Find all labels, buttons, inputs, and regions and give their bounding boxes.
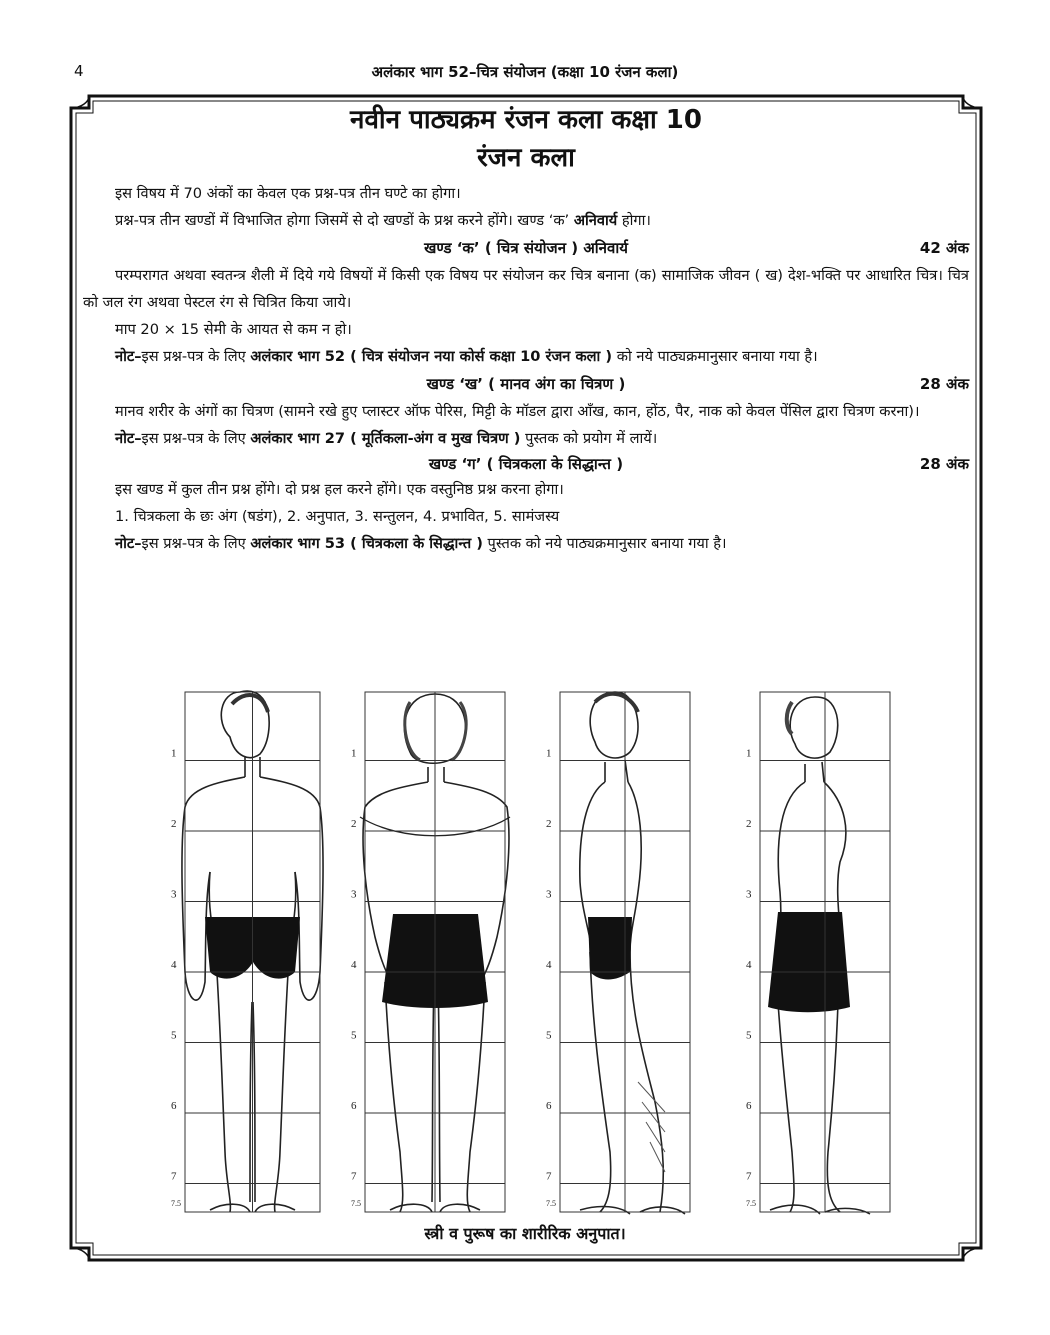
- note-end: पुस्तक को प्रयोग में लायें।: [525, 430, 658, 447]
- page-title: नवीन पाठ्यक्रम रंजन कला कक्षा 10: [350, 105, 702, 135]
- section-a-title: खण्ड ‘क’ ( चित्र संयोजन ) अनिवार्य: [424, 239, 628, 257]
- section-b-marks: 28 अंक: [919, 375, 969, 393]
- section-b-body: मानव शरीर के अंगों का चित्रण (सामने रखे हुए प्लास्टर ऑफ पेरिस, मिट्टी के मॉडल द्वारा आँख, कान, होंठ, पैर, नाक को केवल पेंसिल द्वारा चित्रण करना)।: [115, 403, 920, 420]
- note-book: अलंकार भाग 53 ( चित्रकला के सिद्धान्त ): [250, 535, 483, 552]
- main-content: [83, 100, 969, 557]
- section-a-body: परम्परागत अथवा स्वतन्त्र शैली में दिये गये विषयों में किसी एक विषय पर संयोजन कर चित्र बनाना (क) सामाजिक जीवन ( ख) देश-भक्ति पर आधारित चित्र। चित्र को जल रंग अथवा पेस्टल रंग से चित्रित किया जाये।: [83, 267, 969, 311]
- grid-label: 2: [546, 818, 552, 830]
- grid-label: 4: [746, 959, 752, 971]
- grid-label: 7.5: [546, 1199, 556, 1208]
- section-c-title: खण्ड ‘ग’ ( चित्रकला के सिद्धान्त ): [428, 455, 624, 473]
- note-text: इस प्रश्न-पत्र के लिए: [141, 535, 246, 552]
- section-b-title: खण्ड ‘ख’ ( मानव अंग का चित्रण ): [426, 375, 626, 393]
- page-subtitle: रंजन कला: [477, 143, 575, 173]
- section-c-note: [83, 530, 969, 557]
- grid-label: 6: [171, 1100, 177, 1112]
- section-c-body: इस खण्ड में कुल तीन प्रश्न होंगे। दो प्रश्न हल करने होंगे। एक वस्तुनिष्ठ प्रश्न करना होगा।: [115, 481, 564, 498]
- note-text: इस प्रश्न-पत्र के लिए: [141, 348, 246, 365]
- note-book: अलंकार भाग 52 ( चित्र संयोजन नया कोर्स कक्षा 10 रंजन कला ): [250, 348, 613, 365]
- page-header: [0, 62, 1050, 86]
- grid-label: 7: [351, 1170, 357, 1183]
- body-proportion-figure: [160, 682, 980, 1222]
- intro-text: प्रश्न-पत्र तीन खण्डों में विभाजित होगा जिसमें से दो खण्डों के प्रश्न करने होंगे। खण्ड ‘क’: [115, 212, 570, 229]
- running-title: अलंकार भाग 52–चित्र संयोजन (कक्षा 10 रंजन कला): [371, 63, 679, 81]
- note-end: पुस्तक को नये पाठ्यक्रमानुसार बनाया गया है।: [487, 535, 727, 552]
- grid-label: 3: [171, 888, 177, 901]
- grid-label: 6: [351, 1100, 357, 1112]
- grid-label: 1: [171, 747, 177, 760]
- grid-label: 7: [546, 1170, 552, 1183]
- female-side-skirt: [768, 912, 850, 1012]
- grid-label: 5: [171, 1029, 177, 1042]
- note-label: नोट–: [115, 348, 142, 365]
- section-a-size: माप 20 × 15 सेमी के आयत से कम न हो।: [115, 321, 352, 338]
- grid-label: 1: [546, 747, 552, 760]
- grid-label: 1: [351, 747, 357, 760]
- intro-paragraph-1: इस विषय में 70 अंकों का केवल एक प्रश्न-पत्र तीन घण्टे का होगा।: [115, 185, 461, 202]
- section-a-note: [83, 343, 969, 370]
- grid-label: 7: [746, 1170, 752, 1183]
- grid-label: 4: [171, 959, 177, 971]
- intro-paragraph-2: [83, 207, 969, 234]
- grid-label: 7.5: [351, 1199, 361, 1208]
- section-b-note: [83, 425, 969, 452]
- grid-label: 5: [546, 1029, 552, 1042]
- figure-caption: स्त्री व पुरूष का शारीरिक अनुपात।: [424, 1224, 626, 1243]
- grid-label: 7.5: [171, 1199, 181, 1208]
- section-c-marks: 28 अंक: [919, 455, 969, 473]
- section-a-marks: 42 अंक: [919, 239, 969, 257]
- note-end: को नये पाठ्यक्रमानुसार बनाया गया है।: [616, 348, 818, 365]
- grid-label: 1: [746, 747, 752, 760]
- section-c-heading: [83, 452, 969, 476]
- grid-label: 5: [351, 1029, 357, 1042]
- grid-label: 7.5: [746, 1199, 756, 1208]
- grid-label: 3: [351, 888, 357, 901]
- grid-label: 4: [546, 959, 552, 971]
- page-number: 4: [74, 62, 84, 80]
- grid-label: 6: [746, 1100, 752, 1112]
- note-book: अलंकार भाग 27 ( मूर्तिकला-अंग व मुख चित्रण ): [250, 430, 521, 447]
- proportion-illustration: [160, 682, 980, 1222]
- grid-label: 2: [351, 818, 357, 830]
- intro-end: होगा।: [621, 212, 651, 229]
- note-text: इस प्रश्न-पत्र के लिए: [141, 430, 246, 447]
- grid-label: 2: [746, 818, 752, 830]
- section-a-heading: [83, 234, 969, 262]
- grid-label: 3: [546, 888, 552, 901]
- grid-label: 3: [746, 888, 752, 901]
- section-c-list: 1. चित्रकला के छः अंग (षडंग), 2. अनुपात, 3. सन्तुलन, 4. प्रभावित, 5. सामंजस्य: [115, 508, 560, 525]
- grid-label: 5: [746, 1029, 752, 1042]
- section-b-heading: [83, 370, 969, 398]
- note-label: नोट–: [115, 430, 142, 447]
- grid-label: 7: [171, 1170, 177, 1183]
- grid-label: 2: [171, 818, 177, 830]
- intro-bold: अनिवार्य: [573, 212, 618, 229]
- grid-label: 4: [351, 959, 357, 971]
- note-label: नोट–: [115, 535, 142, 552]
- grid-label: 6: [546, 1100, 552, 1112]
